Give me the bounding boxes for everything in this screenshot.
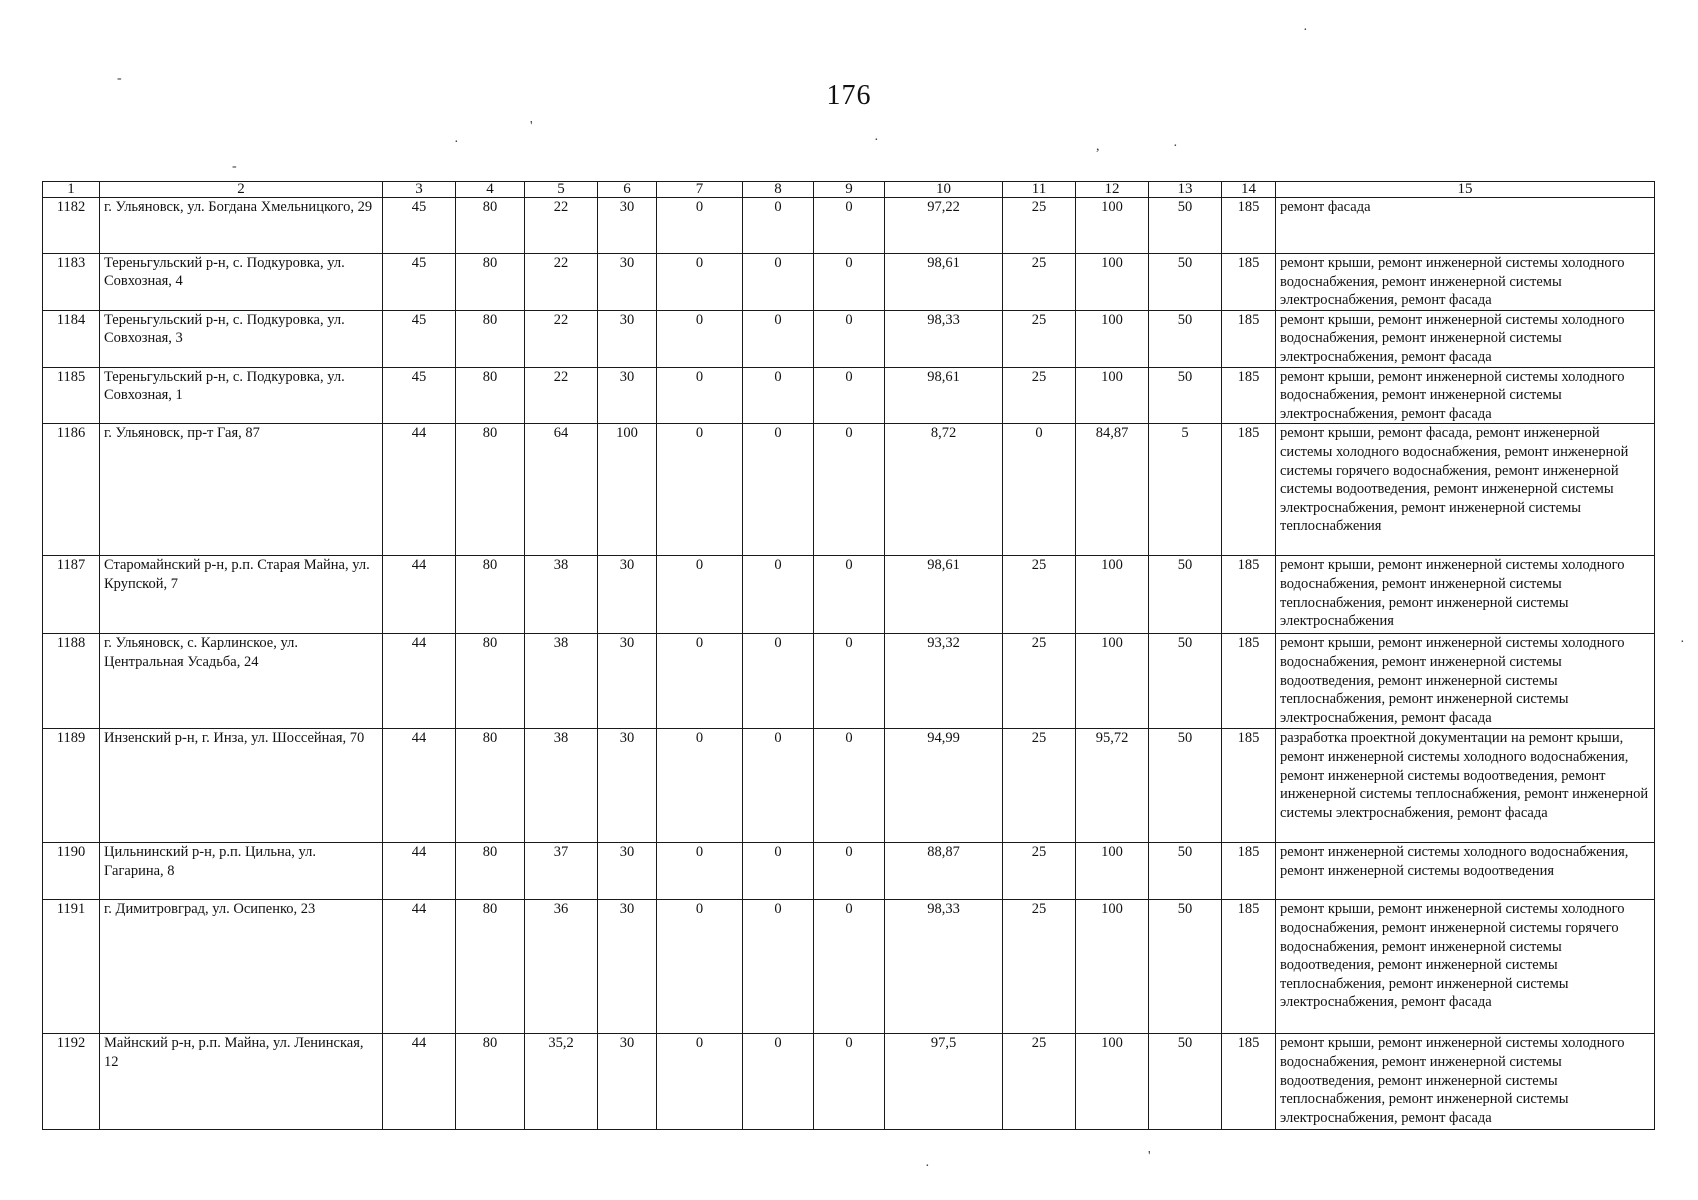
- value-cell: 22: [525, 367, 598, 424]
- value-cell: 100: [1076, 254, 1149, 311]
- value-cell: 30: [598, 1034, 657, 1130]
- scan-speck: ': [530, 119, 533, 134]
- value-cell: 50: [1149, 198, 1222, 254]
- value-cell: 185: [1222, 424, 1276, 556]
- table-row: [43, 424, 1655, 556]
- value-cell: 8,72: [885, 424, 1003, 556]
- value-cell: 100: [1076, 900, 1149, 1034]
- value-cell: 25: [1003, 310, 1076, 367]
- value-cell: 0: [657, 634, 743, 729]
- works-cell: разработка проектной документации на ремонт крыши, ремонт инженерной системы холодного водоснабжения, ремонт инженерной системы водоотведения, ремонт инженерной системы теплоснабжения, ремонт инженерной системы электроснабжения, ремонт фасада: [1276, 729, 1655, 843]
- value-cell: 100: [1076, 367, 1149, 424]
- value-cell: 80: [456, 310, 525, 367]
- value-cell: 80: [456, 556, 525, 634]
- value-cell: 93,32: [885, 634, 1003, 729]
- value-cell: 44: [383, 729, 456, 843]
- column-number-header: 14: [1222, 182, 1276, 198]
- works-cell: ремонт крыши, ремонт инженерной системы холодного водоснабжения, ремонт инженерной системы электроснабжения, ремонт фасада: [1276, 367, 1655, 424]
- column-number-header: 8: [743, 182, 814, 198]
- value-cell: 38: [525, 556, 598, 634]
- table-row: [43, 729, 1655, 843]
- value-cell: 0: [657, 254, 743, 311]
- row-number-cell: 1187: [43, 556, 100, 634]
- value-cell: 100: [1076, 198, 1149, 254]
- works-cell: ремонт крыши, ремонт инженерной системы холодного водоснабжения, ремонт инженерной системы электроснабжения, ремонт фасада: [1276, 310, 1655, 367]
- register-table: [42, 181, 1655, 1130]
- value-cell: 0: [657, 843, 743, 900]
- value-cell: 98,33: [885, 900, 1003, 1034]
- value-cell: 0: [814, 367, 885, 424]
- value-cell: 30: [598, 729, 657, 843]
- value-cell: 45: [383, 254, 456, 311]
- value-cell: 100: [1076, 843, 1149, 900]
- value-cell: 185: [1222, 900, 1276, 1034]
- value-cell: 0: [814, 634, 885, 729]
- value-cell: 0: [743, 1034, 814, 1130]
- value-cell: 185: [1222, 729, 1276, 843]
- value-cell: 98,33: [885, 310, 1003, 367]
- table-row: [43, 367, 1655, 424]
- value-cell: 0: [743, 729, 814, 843]
- value-cell: 22: [525, 254, 598, 311]
- value-cell: 45: [383, 198, 456, 254]
- value-cell: 0: [743, 900, 814, 1034]
- value-cell: 50: [1149, 367, 1222, 424]
- value-cell: 80: [456, 1034, 525, 1130]
- value-cell: 80: [456, 198, 525, 254]
- value-cell: 185: [1222, 367, 1276, 424]
- column-number-header: 2: [100, 182, 383, 198]
- value-cell: 44: [383, 1034, 456, 1130]
- column-number-header: 9: [814, 182, 885, 198]
- value-cell: 0: [657, 367, 743, 424]
- value-cell: 0: [657, 310, 743, 367]
- value-cell: 25: [1003, 198, 1076, 254]
- value-cell: 50: [1149, 843, 1222, 900]
- value-cell: 64: [525, 424, 598, 556]
- column-number-header: 13: [1149, 182, 1222, 198]
- works-cell: ремонт крыши, ремонт инженерной системы холодного водоснабжения, ремонт инженерной системы горячего водоснабжения, ремонт инженерной системы водоотведения, ремонт инженерной системы теплоснабжения, ремонт инженерной системы электроснабжения, ремонт фасада: [1276, 900, 1655, 1034]
- address-cell: г. Ульяновск, ул. Богдана Хмельницкого, 29: [100, 198, 383, 254]
- value-cell: 0: [814, 424, 885, 556]
- column-number-header: 5: [525, 182, 598, 198]
- works-cell: ремонт фасада: [1276, 198, 1655, 254]
- row-number-cell: 1185: [43, 367, 100, 424]
- value-cell: 0: [657, 729, 743, 843]
- value-cell: 25: [1003, 900, 1076, 1034]
- value-cell: 98,61: [885, 367, 1003, 424]
- value-cell: 97,5: [885, 1034, 1003, 1130]
- scan-speck: ·: [874, 133, 879, 148]
- address-cell: Цильнинский р-н, р.п. Цильна, ул. Гагарина, 8: [100, 843, 383, 900]
- value-cell: 30: [598, 310, 657, 367]
- value-cell: 185: [1222, 198, 1276, 254]
- value-cell: 80: [456, 843, 525, 900]
- value-cell: 50: [1149, 556, 1222, 634]
- row-number-cell: 1184: [43, 310, 100, 367]
- value-cell: 5: [1149, 424, 1222, 556]
- value-cell: 0: [657, 424, 743, 556]
- value-cell: 80: [456, 367, 525, 424]
- works-cell: ремонт крыши, ремонт инженерной системы холодного водоснабжения, ремонт инженерной системы водоотведения, ремонт инженерной системы теплоснабжения, ремонт инженерной системы электроснабжения, ремонт фасада: [1276, 1034, 1655, 1130]
- value-cell: 50: [1149, 1034, 1222, 1130]
- works-cell: ремонт крыши, ремонт фасада, ремонт инженерной системы холодного водоснабжения, ремонт инженерной системы горячего водоснабжения, ремонт инженерной системы водоотведения, ремонт инженерной системы электроснабжения, ремонт инженерной системы теплоснабжения: [1276, 424, 1655, 556]
- value-cell: 100: [1076, 634, 1149, 729]
- row-number-cell: 1191: [43, 900, 100, 1034]
- value-cell: 80: [456, 424, 525, 556]
- value-cell: 30: [598, 198, 657, 254]
- address-cell: г. Ульяновск, с. Карлинское, ул. Центральная Усадьба, 24: [100, 634, 383, 729]
- value-cell: 25: [1003, 254, 1076, 311]
- value-cell: 94,99: [885, 729, 1003, 843]
- value-cell: 0: [814, 729, 885, 843]
- works-cell: ремонт крыши, ремонт инженерной системы холодного водоснабжения, ремонт инженерной системы теплоснабжения, ремонт инженерной системы электроснабжения: [1276, 556, 1655, 634]
- value-cell: 0: [743, 843, 814, 900]
- value-cell: 0: [814, 310, 885, 367]
- address-cell: Майнский р-н, р.п. Майна, ул. Ленинская, 12: [100, 1034, 383, 1130]
- value-cell: 22: [525, 198, 598, 254]
- table-row: [43, 198, 1655, 254]
- column-number-header: 11: [1003, 182, 1076, 198]
- row-number-cell: 1183: [43, 254, 100, 311]
- value-cell: 0: [657, 556, 743, 634]
- value-cell: 50: [1149, 900, 1222, 1034]
- row-number-cell: 1190: [43, 843, 100, 900]
- value-cell: 25: [1003, 1034, 1076, 1130]
- works-cell: ремонт крыши, ремонт инженерной системы холодного водоснабжения, ремонт инженерной системы водоотведения, ремонт инженерной системы теплоснабжения, ремонт инженерной системы электроснабжения, ремонт фасада: [1276, 634, 1655, 729]
- value-cell: 0: [814, 556, 885, 634]
- value-cell: 0: [743, 198, 814, 254]
- value-cell: 0: [814, 843, 885, 900]
- address-cell: Инзенский р-н, г. Инза, ул. Шоссейная, 70: [100, 729, 383, 843]
- column-number-header: 1: [43, 182, 100, 198]
- column-number-header: 15: [1276, 182, 1655, 198]
- column-number-header: 6: [598, 182, 657, 198]
- row-number-cell: 1189: [43, 729, 100, 843]
- value-cell: 44: [383, 843, 456, 900]
- column-number-header: 12: [1076, 182, 1149, 198]
- value-cell: 0: [743, 254, 814, 311]
- column-number-header: 10: [885, 182, 1003, 198]
- value-cell: 25: [1003, 634, 1076, 729]
- scan-speck: ·: [454, 135, 459, 150]
- value-cell: 25: [1003, 556, 1076, 634]
- value-cell: 25: [1003, 729, 1076, 843]
- works-cell: ремонт инженерной системы холодного водоснабжения, ремонт инженерной системы водоотведения: [1276, 843, 1655, 900]
- table-row: [43, 634, 1655, 729]
- table-row: [43, 900, 1655, 1034]
- address-cell: г. Димитровград, ул. Осипенко, 23: [100, 900, 383, 1034]
- value-cell: 38: [525, 634, 598, 729]
- scan-speck: ,: [1096, 139, 1100, 154]
- works-cell: ремонт крыши, ремонт инженерной системы холодного водоснабжения, ремонт инженерной системы электроснабжения, ремонт фасада: [1276, 254, 1655, 311]
- scan-speck: ·: [1173, 139, 1178, 154]
- value-cell: 38: [525, 729, 598, 843]
- value-cell: 44: [383, 424, 456, 556]
- value-cell: 30: [598, 900, 657, 1034]
- table-row: [43, 1034, 1655, 1130]
- address-cell: Тереньгульский р-н, с. Подкуровка, ул. Совхозная, 4: [100, 254, 383, 311]
- value-cell: 45: [383, 310, 456, 367]
- value-cell: 98,61: [885, 556, 1003, 634]
- value-cell: 0: [657, 900, 743, 1034]
- value-cell: 50: [1149, 310, 1222, 367]
- table-row: [43, 254, 1655, 311]
- value-cell: 0: [814, 254, 885, 311]
- header-row: [43, 182, 1655, 198]
- value-cell: 25: [1003, 367, 1076, 424]
- value-cell: 0: [743, 634, 814, 729]
- scan-speck: -: [232, 159, 237, 174]
- row-number-cell: 1188: [43, 634, 100, 729]
- value-cell: 30: [598, 634, 657, 729]
- value-cell: 22: [525, 310, 598, 367]
- value-cell: 30: [598, 367, 657, 424]
- value-cell: 100: [1076, 1034, 1149, 1130]
- value-cell: 50: [1149, 729, 1222, 843]
- scan-speck: ·: [925, 1159, 930, 1174]
- page-number: 176: [826, 80, 872, 111]
- value-cell: 25: [1003, 843, 1076, 900]
- table-row: [43, 843, 1655, 900]
- value-cell: 50: [1149, 634, 1222, 729]
- value-cell: 185: [1222, 556, 1276, 634]
- value-cell: 185: [1222, 1034, 1276, 1130]
- scan-speck: ': [1148, 1149, 1151, 1164]
- scan-speck: -: [117, 71, 122, 86]
- value-cell: 80: [456, 729, 525, 843]
- value-cell: 80: [456, 900, 525, 1034]
- value-cell: 100: [1076, 556, 1149, 634]
- scan-speck: ·: [1680, 635, 1685, 650]
- table-row: [43, 310, 1655, 367]
- value-cell: 185: [1222, 634, 1276, 729]
- value-cell: 0: [743, 367, 814, 424]
- value-cell: 0: [814, 198, 885, 254]
- value-cell: 35,2: [525, 1034, 598, 1130]
- value-cell: 97,22: [885, 198, 1003, 254]
- address-cell: Старомайнский р-н, р.п. Старая Майна, ул. Крупской, 7: [100, 556, 383, 634]
- value-cell: 185: [1222, 254, 1276, 311]
- value-cell: 0: [657, 1034, 743, 1130]
- value-cell: 44: [383, 900, 456, 1034]
- scan-speck: ·: [1303, 23, 1308, 38]
- value-cell: 30: [598, 843, 657, 900]
- value-cell: 44: [383, 556, 456, 634]
- value-cell: 0: [743, 556, 814, 634]
- value-cell: 30: [598, 254, 657, 311]
- value-cell: 0: [743, 424, 814, 556]
- table-row: [43, 556, 1655, 634]
- row-number-cell: 1182: [43, 198, 100, 254]
- address-cell: Тереньгульский р-н, с. Подкуровка, ул. Совхозная, 1: [100, 367, 383, 424]
- value-cell: 185: [1222, 310, 1276, 367]
- value-cell: 80: [456, 254, 525, 311]
- value-cell: 0: [814, 900, 885, 1034]
- value-cell: 0: [1003, 424, 1076, 556]
- value-cell: 100: [1076, 310, 1149, 367]
- value-cell: 0: [814, 1034, 885, 1130]
- value-cell: 36: [525, 900, 598, 1034]
- row-number-cell: 1186: [43, 424, 100, 556]
- value-cell: 84,87: [1076, 424, 1149, 556]
- address-cell: Тереньгульский р-н, с. Подкуровка, ул. Совхозная, 3: [100, 310, 383, 367]
- value-cell: 95,72: [1076, 729, 1149, 843]
- address-cell: г. Ульяновск, пр-т Гая, 87: [100, 424, 383, 556]
- value-cell: 45: [383, 367, 456, 424]
- value-cell: 88,87: [885, 843, 1003, 900]
- row-number-cell: 1192: [43, 1034, 100, 1130]
- value-cell: 50: [1149, 254, 1222, 311]
- value-cell: 37: [525, 843, 598, 900]
- value-cell: 80: [456, 634, 525, 729]
- value-cell: 44: [383, 634, 456, 729]
- column-number-header: 4: [456, 182, 525, 198]
- column-number-header: 7: [657, 182, 743, 198]
- value-cell: 100: [598, 424, 657, 556]
- value-cell: 30: [598, 556, 657, 634]
- value-cell: 98,61: [885, 254, 1003, 311]
- column-number-header: 3: [383, 182, 456, 198]
- value-cell: 0: [657, 198, 743, 254]
- value-cell: 0: [743, 310, 814, 367]
- value-cell: 185: [1222, 843, 1276, 900]
